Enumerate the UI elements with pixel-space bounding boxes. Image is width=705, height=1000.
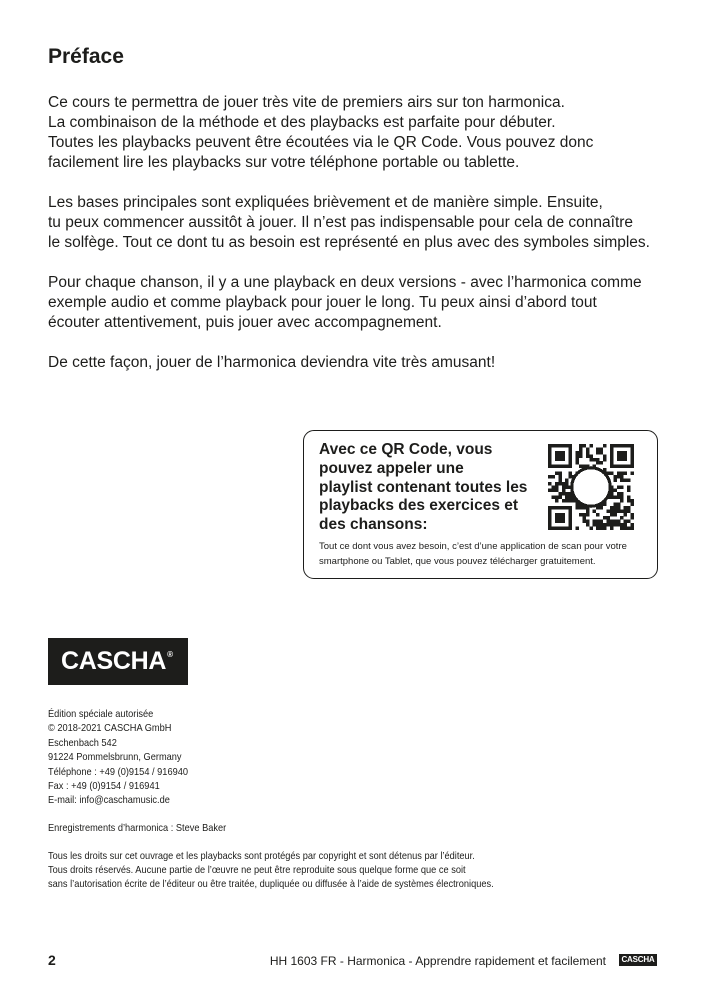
qr-module [586, 451, 590, 455]
qr-module [600, 447, 604, 451]
qr-heading-line: Avec ce QR Code, vous [319, 441, 493, 458]
qr-module [558, 496, 562, 500]
qr-module [562, 492, 566, 496]
qr-module [582, 520, 586, 524]
qr-module [610, 472, 614, 476]
qr-module [620, 499, 624, 503]
qr-module [617, 485, 621, 489]
qr-module [613, 520, 617, 524]
qr-module [631, 516, 634, 520]
qr-module [596, 513, 600, 517]
qr-module [562, 485, 566, 489]
qr-module [620, 496, 624, 500]
qr-module [610, 527, 614, 530]
qr-module [631, 523, 634, 527]
imprint-line: © 2018-2021 CASCHA GmbH [48, 722, 172, 735]
qr-module [610, 509, 614, 513]
qr-module [620, 523, 624, 527]
qr-module [596, 447, 600, 451]
qr-module [620, 509, 624, 513]
qr-module [603, 458, 607, 462]
qr-module [613, 523, 617, 527]
qr-module [579, 513, 583, 517]
qr-module [617, 502, 621, 506]
qr-module [582, 444, 586, 448]
qr-module [593, 523, 597, 527]
qr-module [579, 447, 583, 451]
qr-module [613, 496, 617, 500]
qr-module [603, 523, 607, 527]
qr-module [555, 472, 559, 476]
page-number: 2 [48, 952, 56, 968]
qr-module [576, 506, 580, 510]
qr-module [582, 516, 586, 520]
qr-module [603, 444, 607, 448]
qr-module [551, 489, 555, 493]
qr-module [576, 451, 580, 455]
qr-module [617, 475, 621, 479]
qr-module [586, 523, 590, 527]
qr-module [596, 451, 600, 455]
qr-module [610, 520, 614, 524]
qr-module [600, 523, 604, 527]
qr-info-box [303, 430, 658, 579]
preface-line: exemple audio et comme playback pour jouer le long. Tu peux ainsi d’abord tout [48, 294, 597, 311]
qr-module [596, 527, 600, 530]
qr-module [576, 454, 580, 458]
qr-module [562, 482, 566, 486]
qr-module [600, 451, 604, 455]
imprint [48, 707, 188, 808]
paragraph-3 [48, 273, 650, 333]
qr-module [627, 520, 631, 524]
qr-module [610, 523, 614, 527]
registered-mark: ® [167, 650, 174, 659]
qr-module [627, 485, 631, 489]
preface-line: écouter attentivement, puis jouer avec accompagnement. [48, 314, 442, 331]
qr-module [617, 492, 621, 496]
logo-wordmark: CASCHA [61, 647, 167, 675]
imprint-line: Édition spéciale autorisée [48, 708, 154, 720]
rights-notice [48, 849, 494, 891]
qr-module [586, 454, 590, 458]
qr-module [555, 482, 559, 486]
qr-module [579, 444, 583, 448]
qr-module [558, 492, 562, 496]
qr-module [548, 489, 552, 493]
qr-module [631, 499, 634, 503]
qr-module [617, 509, 621, 513]
qr-module [613, 478, 617, 482]
paragraph-1 [48, 93, 650, 173]
recordings-credit [48, 821, 226, 835]
qr-module [565, 485, 569, 489]
qr-module [600, 461, 604, 465]
qr-module [606, 516, 610, 520]
qr-module [576, 458, 580, 462]
qr-module [551, 496, 555, 500]
qr-module [606, 509, 610, 513]
qr-module [603, 516, 607, 520]
qr-finder-pattern [617, 451, 627, 461]
qr-module [555, 496, 559, 500]
preface-line: Toutes les playbacks peuvent être écoutées via le QR Code. Vous pouvez donc [48, 134, 594, 151]
qr-heading-line: pouvez appeler une [319, 459, 464, 477]
preface-line: facilement lire les playbacks sur votre téléphone portable ou tablette. [48, 154, 520, 171]
qr-module [620, 516, 624, 520]
qr-module [606, 523, 610, 527]
qr-note-line: Tout ce dont vous avez besoin, c’est d’une application de scan pour votre [319, 541, 627, 552]
qr-module [627, 478, 631, 482]
qr-note-line: smartphone ou Tablet, que vous pouvez télécharger gratuitement. [319, 556, 596, 567]
qr-module [586, 513, 590, 517]
qr-module [624, 520, 628, 524]
qr-module [613, 513, 617, 517]
qr-module [551, 485, 555, 489]
qr-module [579, 465, 583, 469]
rights-line: Tous droits réservés. Aucune partie de l’œuvre ne peut être reproduite sous quelque forme que ce soit [48, 864, 466, 876]
qr-code [548, 444, 634, 530]
qr-module [620, 492, 624, 496]
qr-module [576, 461, 580, 465]
preface-line: le solfège. Tout ce dont tu as besoin est représenté en plus avec des symboles simples. [48, 234, 650, 251]
preface-body [48, 93, 650, 393]
qr-module [558, 482, 562, 486]
page-title: Préface [48, 45, 124, 68]
qr-module [627, 509, 631, 513]
qr-module [600, 520, 604, 524]
qr-module [610, 506, 614, 510]
qr-module [565, 496, 569, 500]
qr-module [589, 454, 593, 458]
qr-module [600, 527, 604, 530]
qr-module [569, 475, 573, 479]
qr-module [620, 475, 624, 479]
qr-module [586, 509, 590, 513]
qr-module [596, 461, 600, 465]
qr-module [593, 458, 597, 462]
preface-line: Ce cours te permettra de jouer très vite de premiers airs sur ton harmonica. [48, 94, 565, 111]
qr-module [620, 472, 624, 476]
preface-line: tu peux commencer aussitôt à jouer. Il n’est pas indispensable pour cela de connaître [48, 214, 634, 231]
imprint-email: E-mail: info@caschamusic.de [48, 794, 170, 807]
qr-box-heading [319, 441, 527, 535]
qr-module [558, 472, 562, 476]
qr-box-note [319, 539, 627, 569]
qr-code-icon [548, 444, 634, 530]
qr-module [596, 458, 600, 462]
qr-module [593, 520, 597, 524]
preface-line: Pour chaque chanson, il y a une playback en deux versions - avec l’harmonica comme [48, 274, 642, 291]
qr-module [613, 502, 617, 506]
imprint-line: Téléphone : +49 (0)9154 / 916940 [48, 765, 189, 778]
qr-heading-line: playlist contenant toutes les [319, 478, 528, 496]
qr-module [631, 502, 634, 506]
recordings-line: Enregistrements d’harmonica : Steve Baker [48, 822, 227, 834]
qr-module [555, 499, 559, 503]
qr-module [613, 506, 617, 510]
qr-module [579, 451, 583, 455]
qr-module [579, 454, 583, 458]
qr-module [555, 485, 559, 489]
qr-module [576, 527, 580, 530]
qr-module [582, 513, 586, 517]
rights-line: Tous les droits sur cet ouvrage et les playbacks sont protégés par copyright et sont détenus par l’éditeur. [48, 850, 475, 862]
imprint-line: Eschenbach 542 [48, 736, 117, 749]
qr-module [589, 444, 593, 448]
qr-module [593, 509, 597, 513]
qr-module [620, 485, 624, 489]
qr-module [558, 478, 562, 482]
qr-module [624, 509, 628, 513]
qr-module [565, 499, 569, 503]
preface-line: De cette façon, jouer de l’harmonica deviendra vite très amusant! [48, 354, 496, 371]
qr-module [627, 506, 631, 510]
qr-module [627, 489, 631, 493]
qr-module [617, 472, 621, 476]
qr-module [627, 496, 631, 500]
qr-module [627, 499, 631, 503]
qr-module [620, 478, 624, 482]
qr-module [548, 482, 552, 486]
qr-module [569, 472, 573, 476]
qr-module [631, 472, 634, 476]
qr-module [551, 475, 555, 479]
qr-module [624, 472, 628, 476]
imprint-line: Fax : +49 (0)9154 / 916941 [48, 780, 160, 793]
imprint-line: 91224 Pommelsbrunn, Germany [48, 751, 182, 764]
qr-module [631, 527, 634, 530]
qr-module [589, 527, 593, 530]
paragraph-4 [48, 353, 650, 373]
qr-module [620, 527, 624, 530]
rights-line: sans l’autorisation écrite de l’éditeur ou être traitée, dupliquée ou diffusée à l’aide de systèmes électroniques. [48, 878, 494, 890]
qr-module [617, 496, 621, 500]
qr-module [610, 496, 614, 500]
qr-module [613, 489, 617, 493]
qr-module [579, 506, 583, 510]
footer-title: HH 1603 FR - Harmonica - Apprendre rapidement et facilement [269, 954, 606, 968]
qr-module [631, 513, 634, 517]
qr-module [569, 496, 573, 500]
qr-module [610, 513, 614, 517]
qr-module [606, 520, 610, 524]
qr-module [565, 482, 569, 486]
qr-module [596, 523, 600, 527]
qr-module [565, 478, 569, 482]
qr-module [562, 489, 566, 493]
qr-module [603, 527, 607, 530]
qr-module [624, 506, 628, 510]
qr-module [558, 475, 562, 479]
qr-finder-pattern [555, 451, 565, 461]
qr-module [627, 527, 631, 530]
paragraph-2 [48, 193, 650, 253]
preface-line: Les bases principales sont expliquées brièvement et de manière simple. Ensuite, [48, 194, 603, 211]
qr-module [555, 489, 559, 493]
qr-module [596, 520, 600, 524]
qr-module [565, 492, 569, 496]
qr-module [624, 513, 628, 517]
qr-center-circle [572, 468, 611, 507]
qr-module [624, 523, 628, 527]
preface-line: La combinaison de la méthode et des playbacks est parfaite pour débuter. [48, 114, 556, 131]
qr-module [589, 458, 593, 462]
qr-module [569, 499, 573, 503]
qr-module [548, 475, 552, 479]
qr-heading-line: des chansons: [319, 516, 428, 533]
qr-module [617, 506, 621, 510]
footer-logo: CASCHA [619, 954, 657, 966]
qr-module [617, 520, 621, 524]
qr-module [586, 520, 590, 524]
cascha-logo [48, 638, 188, 685]
qr-finder-pattern [555, 513, 565, 523]
qr-module [613, 475, 617, 479]
qr-module [586, 447, 590, 451]
qr-module [624, 527, 628, 530]
qr-module [624, 478, 628, 482]
qr-heading-line: playbacks des exercices et [319, 497, 519, 515]
qr-module [562, 499, 566, 503]
qr-module [603, 454, 607, 458]
qr-module [600, 506, 604, 510]
qr-module [617, 523, 621, 527]
qr-module [613, 509, 617, 513]
